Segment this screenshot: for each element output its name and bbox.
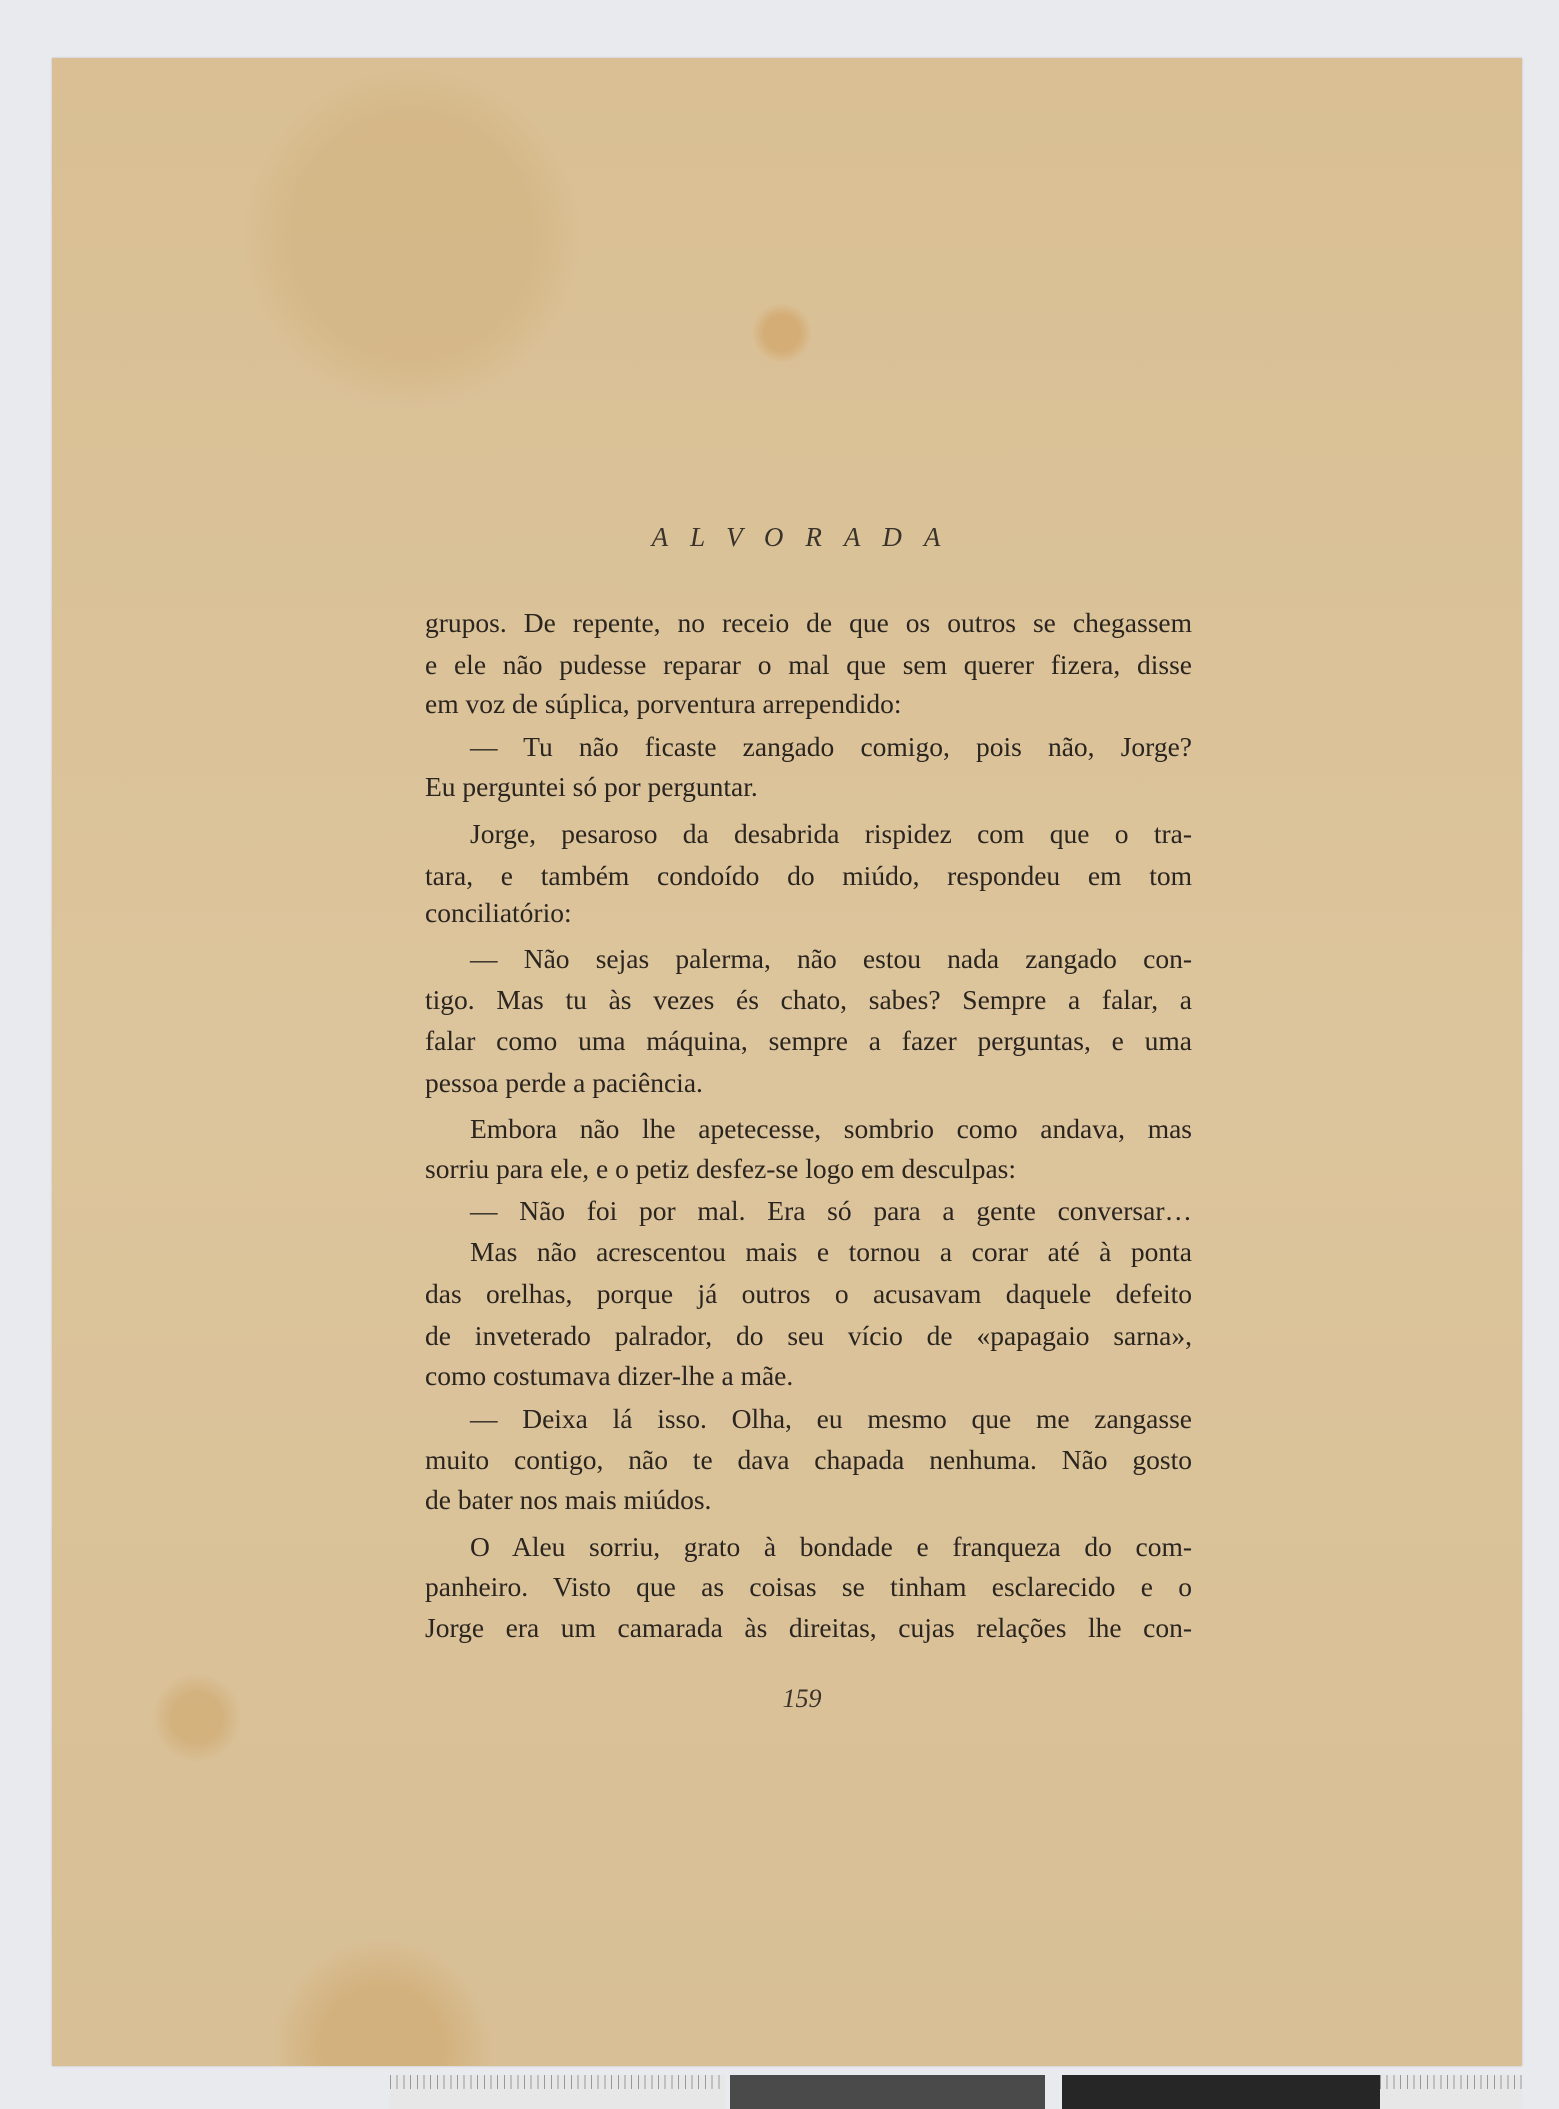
text-line: e ele não pudesse reparar o mal que sem querer fizera, disse [425, 649, 1192, 680]
text-line: tigo. Mas tu às vezes és chato, sabes? Sempre a falar, a [425, 984, 1192, 1015]
running-header: ALVORADA [651, 522, 963, 552]
text-line: — Tu não ficaste zangado comigo, pois não, Jorge? [470, 731, 1192, 762]
text-line: de bater nos mais miúdos. [425, 1484, 712, 1515]
text-line: tara, e também condoído do miúdo, respondeu em tom [425, 860, 1192, 891]
text-line: — Deixa lá isso. Olha, eu mesmo que me zangasse [470, 1403, 1192, 1434]
text-line: panheiro. Visto que as coisas se tinham esclarecido e o [425, 1571, 1192, 1602]
text-line: Eu perguntei só por perguntar. [425, 771, 758, 802]
text-line: falar como uma máquina, sempre a fazer perguntas, e uma [425, 1025, 1192, 1056]
text-line: conciliatório: [425, 897, 572, 928]
gray-patch [730, 2075, 1045, 2109]
book-page [52, 58, 1522, 2066]
text-line: Jorge, pesaroso da desabrida rispidez com que o tra- [470, 818, 1192, 849]
scale-ruler-light [390, 2075, 725, 2109]
text-line: — Não sejas palerma, não estou nada zangado con- [470, 943, 1192, 974]
text-line: O Aleu sorriu, grato à bondade e franqueza do com- [470, 1531, 1192, 1562]
text-line: Jorge era um camarada às direitas, cujas relações lhe con- [425, 1612, 1192, 1643]
text-line: como costumava dizer-lhe a mãe. [425, 1360, 794, 1391]
text-line: sorriu para ele, e o petiz desfez-se logo em desculpas: [425, 1153, 1017, 1184]
text-line: Mas não acrescentou mais e tornou a corar até à ponta [470, 1236, 1192, 1267]
text-line: em voz de súplica, porventura arrependido: [425, 688, 902, 719]
text-line: das orelhas, porque já outros o acusavam daquele defeito [425, 1278, 1192, 1309]
scale-ruler-end [1380, 2075, 1522, 2109]
text-line: pessoa perde a paciência. [425, 1067, 703, 1098]
text-line: — Não foi por mal. Era só para a gente conversar… [470, 1195, 1192, 1226]
text-line: grupos. De repente, no receio de que os outros se chegassem [425, 607, 1192, 638]
text-line: de inveterado palrador, do seu vício de «papagaio sarna», [425, 1320, 1192, 1351]
black-patch [1062, 2075, 1380, 2109]
text-line: muito contigo, não te dava chapada nenhuma. Não gosto [425, 1444, 1192, 1475]
text-line: Embora não lhe apetecesse, sombrio como andava, mas [470, 1113, 1192, 1144]
page-number: 159 [782, 1684, 822, 1713]
